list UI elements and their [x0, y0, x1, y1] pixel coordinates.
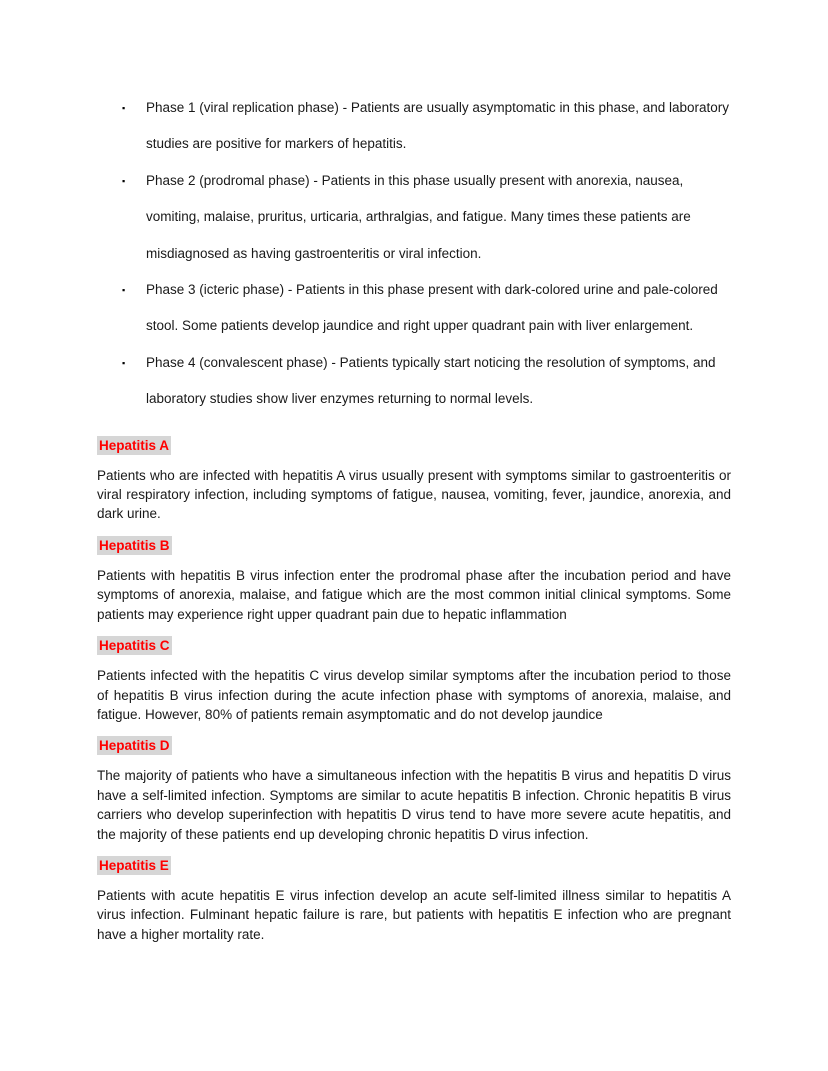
- phase-3-text: Phase 3 (icteric phase) - Patients in this phase present with dark-colored urine and pale-colored stool. Some patients develop jaundice and right upper quadrant pain with liver enlargement.: [146, 282, 718, 334]
- phase-bullet-list: [97, 90, 731, 418]
- section-body-hepatitis-d: The majority of patients who have a simultaneous infection with the hepatitis B virus and hepatitis D virus have a self-limited infection. Symptoms are similar to acute hepatitis B infection. Chronic hepatitis B virus carriers who develop superinfection with hepatitis D virus tend to have more severe acute hepatitis, and the majority of these patients end up developing chronic hepatitis D virus infection.: [97, 768, 731, 842]
- section-heading-hepatitis-b: Hepatitis B: [99, 537, 170, 553]
- section-hepatitis-e: [97, 856, 731, 944]
- section-body-hepatitis-c: Patients infected with the hepatitis C virus develop similar symptoms after the incubation period to those of hepatitis B virus infection during the acute infection phase with symptoms of anorexia, malaise, and fatigue. However, 80% of patients remain asymptomatic and do not develop jaundice: [97, 668, 731, 722]
- phase-1-text: Phase 1 (viral replication phase) - Patients are usually asymptomatic in this phase, and laboratory studies are positive for markers of hepatitis.: [146, 100, 730, 152]
- section-hepatitis-a: [97, 436, 731, 524]
- section-heading-hepatitis-a: Hepatitis A: [99, 437, 170, 453]
- section-heading-hepatitis-c: Hepatitis C: [99, 638, 170, 654]
- list-item: [97, 272, 731, 345]
- list-item: [97, 345, 731, 418]
- bullet-square-icon: ▪: [122, 175, 126, 186]
- section-heading-hepatitis-d: Hepatitis D: [99, 738, 170, 754]
- section-hepatitis-b: [97, 536, 731, 624]
- bullet-square-icon: ▪: [122, 357, 126, 368]
- list-item: [97, 90, 731, 163]
- phase-4-text: Phase 4 (convalescent phase) - Patients typically start noticing the resolution of symptoms, and laboratory studies show liver enzymes returning to normal levels.: [146, 354, 716, 407]
- phase-2-text: Phase 2 (prodromal phase) - Patients in this phase usually present with anorexia, nausea, vomiting, malaise, pruritus, urticaria, arthralgias, and fatigue. Many times these patients are misdiagnosed as having gastroenteritis or viral infection.: [146, 172, 691, 261]
- bullet-square-icon: ▪: [122, 285, 126, 296]
- section-body-hepatitis-a: Patients who are infected with hepatitis A virus usually present with symptoms similar to gastroenteritis or viral respiratory infection, including symptoms of fatigue, nausea, vomiting, fever, jaundice, anorexia, and dark urine.: [97, 467, 731, 522]
- bullet-square-icon: ▪: [122, 103, 126, 113]
- section-hepatitis-d: [97, 736, 731, 844]
- list-item: [97, 163, 731, 272]
- section-body-hepatitis-b: Patients with hepatitis B virus infection enter the prodromal phase after the incubation period and have symptoms of anorexia, malaise, and fatigue which are the most common initial clinical symptoms. Some patients may experience right upper quadrant pain due to hepatic inflammation: [97, 567, 731, 622]
- section-hepatitis-c: [97, 636, 731, 724]
- section-body-hepatitis-e: Patients with acute hepatitis E virus infection develop an acute self-limited illness similar to hepatitis A virus infection. Fulminant hepatic failure is rare, but patients with hepatitis E infection who are pregnant have a higher mortality rate.: [97, 887, 731, 942]
- section-heading-hepatitis-e: Hepatitis E: [99, 857, 169, 873]
